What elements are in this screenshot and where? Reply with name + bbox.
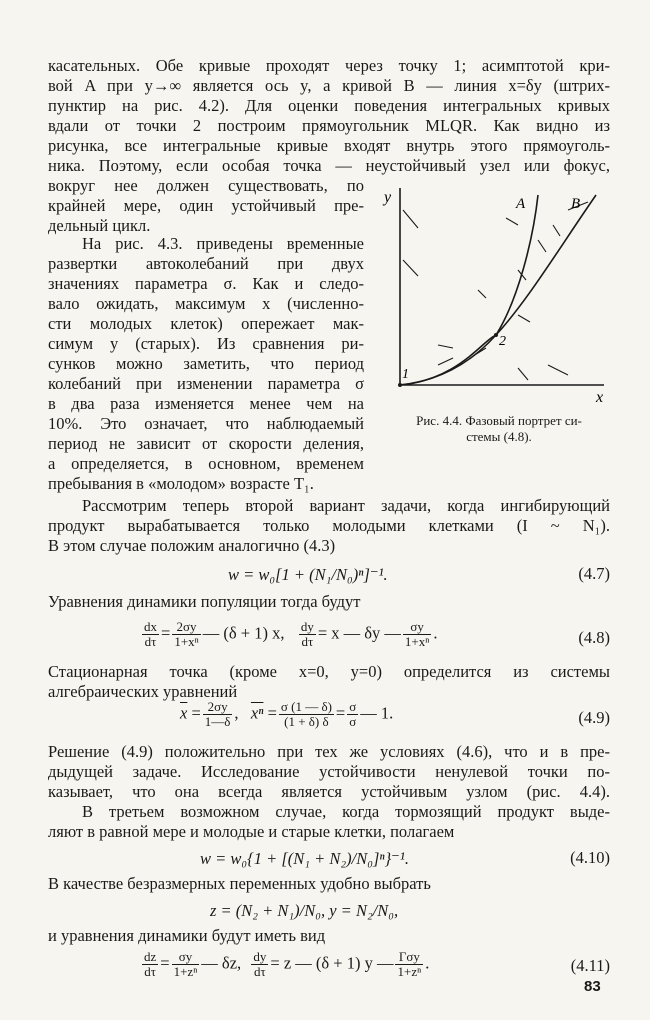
- text-line: вало ожидать, максимум x (численно-: [48, 294, 364, 313]
- text-line: На рис. 4.3. приведены временные: [82, 234, 364, 253]
- point-1-marker: [398, 383, 402, 387]
- curve-a: [400, 195, 538, 385]
- equation-text: w = w₀{1 + [(N₁ + N₂)/N₀]ⁿ}⁻¹.: [200, 849, 409, 868]
- text-line: сти молодых клеток) опережает мак-: [48, 314, 364, 333]
- point-2-label: 2: [499, 334, 506, 349]
- fraction: Γσy 1+zⁿ: [397, 949, 422, 979]
- equation-text: z = (N₂ + N₁)/N₀, y = N₂/N₀,: [210, 901, 399, 920]
- equation-number: (4.7): [578, 564, 610, 583]
- text-line: ляют в равной мере и молодые и старые клетки, полагаем: [48, 822, 455, 841]
- text-line: развертки автоколебаний при двух: [48, 254, 364, 273]
- text-line: период не зависит от скорости деления,: [48, 434, 364, 453]
- fraction: $\frac{\sigma y}{\text{1+xⁿ}}$: [404, 619, 430, 649]
- fraction: $\frac{dz}{d\tau}$: [144, 949, 157, 979]
- fraction: $\frac{\sigma}{\sigma}$: [349, 699, 357, 729]
- text-line: дыдущей задаче. Исследование устойчивости ненулевой точки по-: [48, 762, 610, 781]
- text-line: сунков можно заметить, что период: [48, 354, 364, 373]
- text-line: В этом случае положим аналогично (4.3): [48, 536, 336, 555]
- text-line: Рассмотрим теперь второй вариант задачи, когда ингибирующий: [82, 496, 610, 515]
- fraction: $\frac{dx}{d\tau}$: [144, 619, 157, 649]
- text-line: крайней мере, один устойчивый пре-: [48, 196, 364, 215]
- text-line: В третьем возможном случае, когда тормозящий продукт выде-: [82, 802, 610, 821]
- equation-4-11: $\frac{dz}{d\tau}$ = $\frac{\sigma y}{\text{1+zⁿ}}$ — δz, $\frac{dy}{d\tau}$ = z — (δ + 1) y — Γσy 1+zⁿ .: [144, 949, 430, 979]
- text-line: В качестве безразмерных переменных удобно выбрать: [48, 874, 431, 893]
- equation-4-7: [228, 564, 388, 586]
- point-2-marker: [494, 333, 498, 337]
- fraction: $\frac{dy}{d\tau}$: [253, 949, 267, 979]
- equation-4-10: [200, 848, 409, 870]
- label-a: A: [516, 196, 526, 212]
- equation-number: (4.11): [570, 956, 610, 975]
- text-line: значениях параметра σ. Как и следо-: [48, 274, 364, 293]
- point-1-label: 1: [402, 367, 409, 382]
- y-axis-label: y: [384, 189, 392, 206]
- equation-text: w = w₀[1 + (N₁/N₀)ⁿ]⁻¹.: [228, 565, 388, 584]
- equation-4-9: $\overline{x}$ = $\frac{2\sigma y}{1—\delta}$ , $\overline{x^n}$ = $\frac{\sigma (1 — \delta)}{(1 + \delta) \delta}$ = $\frac{\sigma}{\sigma}$ — 1.: [180, 699, 394, 729]
- equation-4-8: $\frac{dx}{d\tau}$ = $\frac{2\sigma y}{\text{1+xⁿ}}$ — (δ + 1) x, $\frac{dy}{d\tau}$ = x — δy — $\frac{\sigma y}{\text{1+xⁿ}}$ .: [144, 619, 438, 649]
- x-axis-label: x: [596, 389, 604, 406]
- equation-number: (4.8): [578, 628, 610, 647]
- text-line: вокруг нее должен существовать, по: [48, 176, 364, 195]
- equation-number: (4.10): [570, 848, 610, 867]
- label-b: B: [571, 196, 581, 212]
- text-line: рисунка, все интегральные кривые входят внутрь этого прямоуголь-: [48, 136, 610, 155]
- text-line: продукт вырабатывается только молодыми клетками (I ~ N₁).: [48, 516, 610, 535]
- text-line: Решение (4.9) положительно при тех же условиях (4.6), что и в пре-: [48, 742, 610, 761]
- equation-z-y: [210, 900, 398, 922]
- fraction: $\frac{\sigma y}{\text{1+zⁿ}}$: [173, 949, 198, 979]
- text-line: казывает, что она всегда является устойчивым узлом (рис. 4.4).: [48, 782, 610, 801]
- text-line: в два раза изменяется менее чем на: [48, 394, 364, 413]
- text-line: а определяется, в основном, временем: [48, 454, 364, 473]
- page-number: 83: [584, 978, 601, 995]
- text-line: вой A при y→∞ является ось y, а кривой B — линия x=δy (штрих-: [48, 76, 610, 95]
- text-line: 10%. Это означает, что наблюдаемый: [48, 414, 364, 433]
- fraction: $\frac{2\sigma y}{1—\delta}$: [204, 699, 231, 729]
- text-line: касательных. Обе кривые проходят через точку 1; асимптотой кри-: [48, 56, 610, 75]
- text-line: пунктир на рис. 4.2). Для оценки поведения интегральных кривых: [48, 96, 610, 115]
- text-line: и уравнения динамики будут иметь вид: [48, 926, 326, 945]
- figure-caption-line: Рис. 4.4. Фазовый портрет си-: [416, 413, 582, 428]
- equation-number: (4.9): [578, 708, 610, 727]
- text-line: колебаний при изменении параметра σ: [48, 374, 364, 393]
- fraction: $\frac{\sigma (1 — \delta)}{(1 + \delta) \delta}$: [280, 699, 332, 729]
- figure-caption-line: стемы (4.8).: [466, 429, 532, 444]
- fraction: $\frac{2\sigma y}{\text{1+xⁿ}}$: [174, 619, 199, 649]
- text-line: Уравнения динамики популяции тогда будут: [48, 592, 361, 611]
- text-line: вдали от точки 2 построим прямоугольник MLQR. Как видно из: [48, 116, 610, 135]
- arrow-field: [403, 202, 588, 380]
- text-line: симум y (старых). Из сравнения ри-: [48, 334, 364, 353]
- text-line: ника. Поэтому, если особая точка — неустойчивый узел или фокус,: [48, 156, 610, 175]
- text-line: алгебраических уравнений: [48, 682, 238, 701]
- text-line: пребывания в «молодом» возрасте T₁.: [48, 474, 314, 493]
- text-line: дельный цикл.: [48, 216, 151, 235]
- fraction: $\frac{dy}{d\tau}$: [300, 619, 314, 649]
- phase-portrait-figure: [378, 180, 618, 410]
- curve-b: [400, 195, 596, 385]
- text-line: Стационарная точка (кроме x=0, y=0) определится из системы: [48, 662, 610, 681]
